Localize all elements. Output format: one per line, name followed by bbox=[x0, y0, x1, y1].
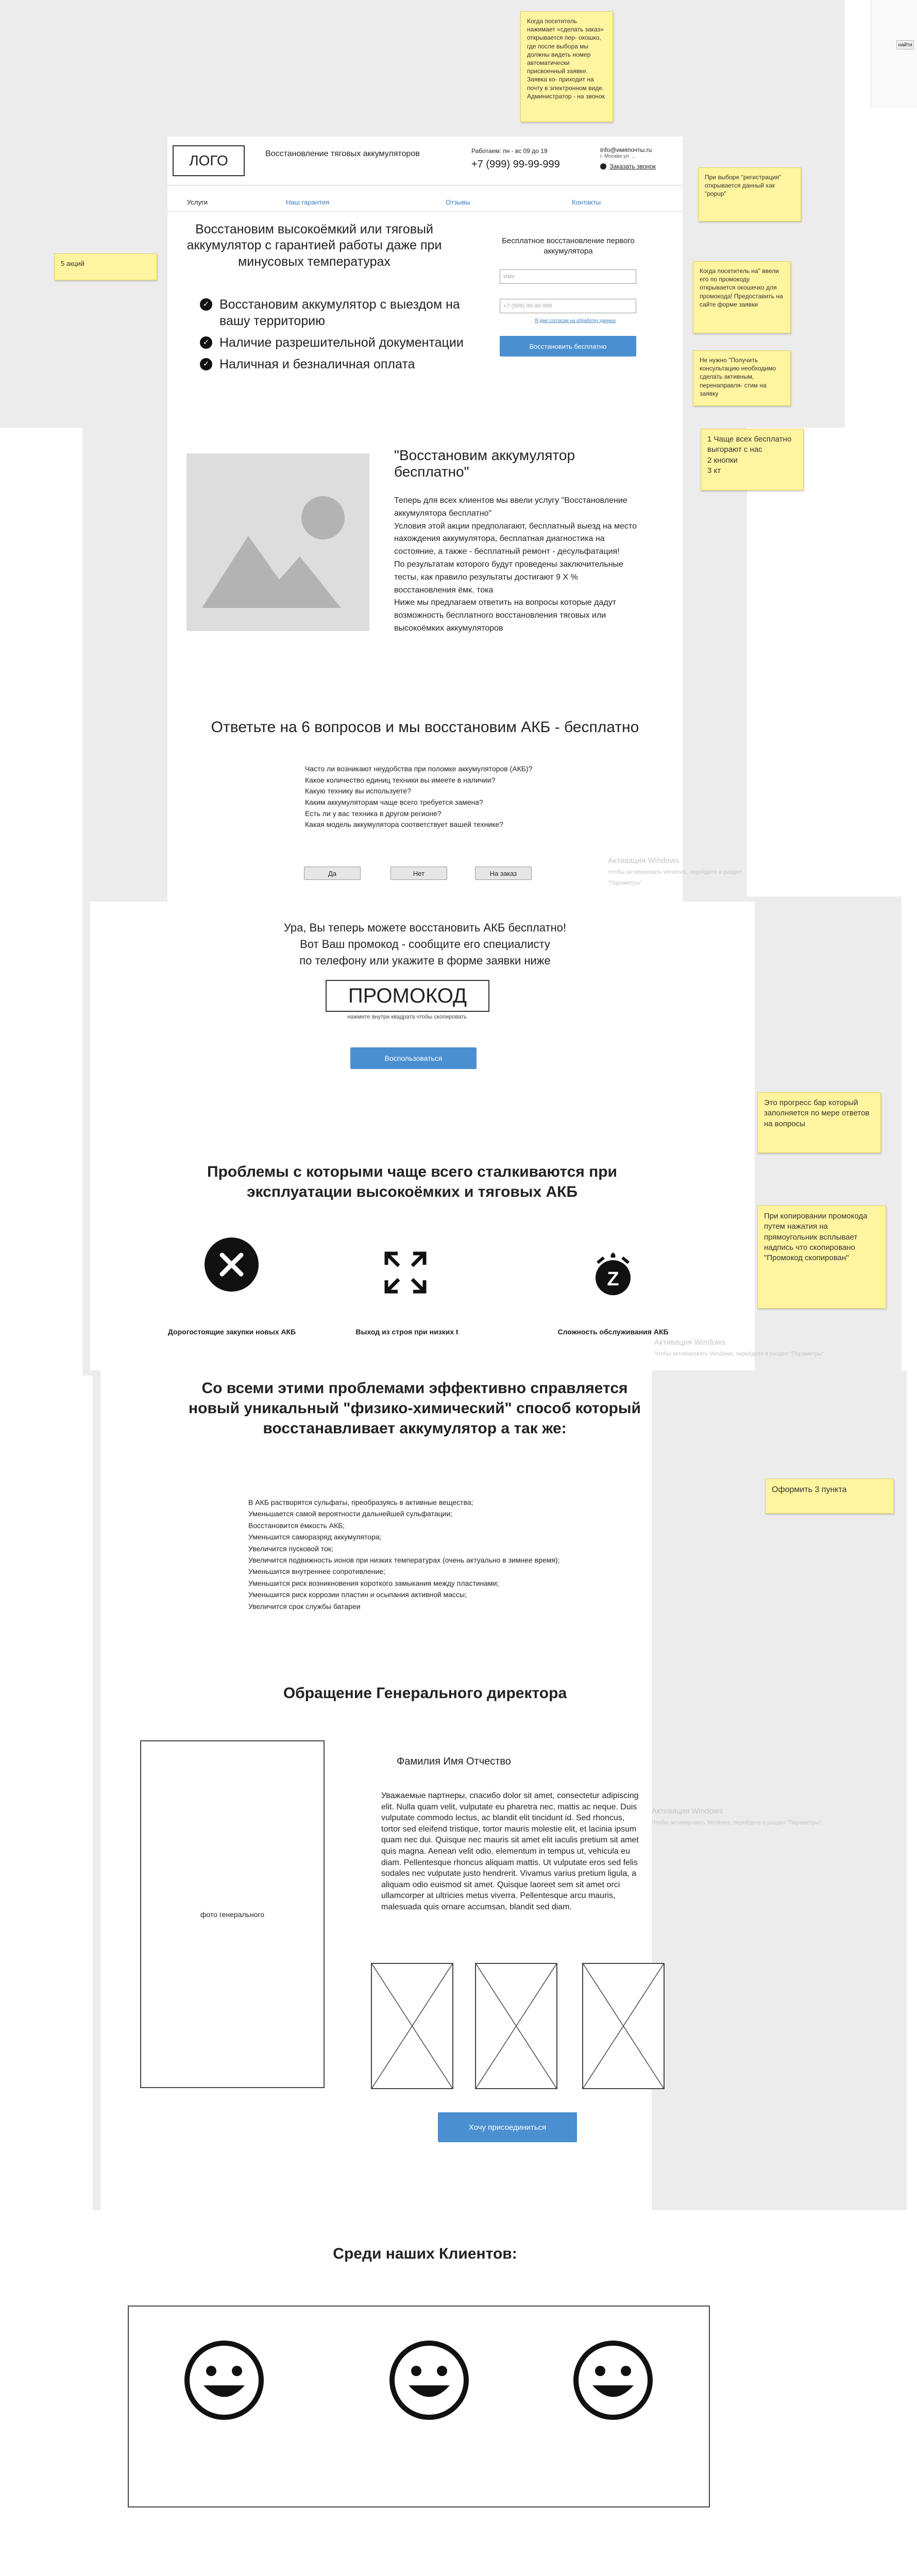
logo[interactable]: ЛОГО bbox=[173, 145, 245, 176]
promo-line-3: по телефону или укажите в форме заявки ниже bbox=[299, 954, 551, 967]
director-photo-placeholder bbox=[140, 1740, 325, 2088]
sticky-note-4: Когда посетитель на" ввели его по промокоду открывается окошечко для промокода! Предоставить на сайте форме заявки bbox=[693, 261, 791, 333]
lead-form-title: Бесплатное восстановление первого аккумулятора bbox=[502, 236, 635, 256]
join-button[interactable]: Хочу присоединиться bbox=[438, 2112, 577, 2142]
phone-icon bbox=[600, 163, 606, 170]
promo-line-1: Ура, Вы теперь можете восстановить АКБ бесплатно! bbox=[283, 921, 567, 934]
solution-item: В АКБ растворятся сульфаты, преобразуясь в активные вещества; bbox=[248, 1498, 473, 1506]
watermark-title: Активация Windows bbox=[652, 1807, 723, 1816]
director-title: Обращение Генерального директора bbox=[283, 1685, 567, 1702]
header-address: г. Москва ул. ... bbox=[600, 154, 636, 159]
solution-item: Уменьшится саморазряд аккумулятора; bbox=[248, 1533, 382, 1541]
quiz-question: Какая модель аккумулятора соответствует вашей технике? bbox=[305, 820, 503, 829]
page-panel-2 bbox=[90, 902, 755, 1370]
expand-arrows-icon bbox=[382, 1249, 429, 1296]
hero-bullet bbox=[200, 296, 478, 329]
activation-watermark-3 bbox=[652, 1806, 878, 1827]
hero-title: Восстановим высокоёмкий или тяговый аккумулятор с гарантией работы даже при минусовых температурах bbox=[186, 222, 442, 269]
quiz-question: Есть ли у вас техника в другом регионе? bbox=[305, 809, 441, 818]
quiz-yes-button[interactable]: Да bbox=[304, 867, 361, 880]
name-input[interactable]: Имя bbox=[500, 269, 636, 284]
problem-label: Дорогостоящие закупки новых АКБ bbox=[167, 1328, 296, 1336]
solution-item: Уменьшится риск коррозии пластин и осыпания активной массы; bbox=[248, 1590, 467, 1599]
quiz-question: Какое количество единиц техники вы имеете в наличии? bbox=[305, 775, 496, 784]
quiz-question: Часто ли возникают неудобства при поломке аккумуляторов (АКБ)? bbox=[305, 765, 533, 773]
hero-submit-button[interactable]: Восстановить бесплатно bbox=[500, 336, 636, 357]
sticky-note-3: 5 акций bbox=[54, 253, 157, 280]
nav-item-services[interactable]: Услуги bbox=[187, 198, 208, 206]
offer-title: "Восстановим аккумулятор бесплатно" bbox=[394, 447, 575, 480]
hero-bullet bbox=[200, 356, 478, 372]
sticky-note-8: При копировании промокода путем нажатия на прямоугольник всплывает надпись что скопировано "Промокод скопирован" bbox=[757, 1206, 886, 1309]
solution-item: Уменьшится внутреннее сопротивление; bbox=[248, 1567, 385, 1576]
top-search-button[interactable]: найти bbox=[896, 40, 914, 49]
watermark-sub: Чтобы активировать Windows, перейдите в раздел "Параметры". bbox=[652, 1820, 823, 1826]
solution-item: Уменьшится риск возникновения короткого замыкания между пластинами; bbox=[248, 1579, 499, 1587]
quiz-question: Каким аккумуляторам чаще всего требуется замена? bbox=[305, 798, 483, 807]
director-name: Фамилия Имя Отчество bbox=[397, 1756, 511, 1767]
header-email[interactable]: info@имяпочты.ru bbox=[600, 146, 652, 154]
director-photo-label: фото генерального bbox=[200, 1910, 265, 1919]
edge-strip bbox=[871, 0, 917, 108]
problems-title: Проблемы с которыми чаще всего сталкиваются при эксплуатации высокоёмких и тяговых АКБ bbox=[207, 1163, 617, 1200]
nav-item-guarantee[interactable]: Наш гарантия bbox=[286, 198, 330, 206]
check-icon: ✓ bbox=[200, 336, 212, 349]
sticky-note-6: 1 Чаще всех бесплатно выгорают с нас 2 кнопки 3 кт bbox=[701, 429, 804, 490]
quiz-questions bbox=[305, 764, 563, 831]
nav-item-reviews[interactable]: Отзывы bbox=[446, 198, 470, 206]
solution-item: Увеличится подвижность ионов при низких температурах (очень актуально в зимнее время); bbox=[248, 1555, 560, 1564]
site-header bbox=[167, 138, 683, 185]
header-schedule: Работаем: пн - вс 09 до 19 bbox=[471, 147, 548, 155]
problem-label: Выход из строя при низких t bbox=[355, 1328, 458, 1336]
hero-bullets bbox=[200, 296, 478, 378]
quiz-back-button[interactable]: На заказ bbox=[475, 867, 532, 880]
solution-item: Восстановится ёмкость АКБ; bbox=[248, 1521, 345, 1530]
promo-line-2: Вот Ваш промокод - сообщите его специалисту bbox=[300, 938, 550, 951]
clients-title: Среди наших Клиентов: bbox=[333, 2245, 517, 2262]
cross-icon bbox=[205, 1238, 259, 1292]
gallery-image-placeholder bbox=[371, 1963, 453, 2089]
gallery-image-placeholder bbox=[582, 1963, 665, 2089]
quiz-title: Ответьте на 6 вопросов и мы восстановим АКБ - бесплатно bbox=[211, 719, 639, 736]
main-nav bbox=[167, 193, 683, 212]
check-icon: ✓ bbox=[200, 358, 212, 370]
solution-item: Уменьшается самой вероятности дальнейшей сульфатации; bbox=[248, 1510, 453, 1518]
solution-list bbox=[248, 1497, 660, 1612]
promo-use-button[interactable]: Воспользоваться bbox=[350, 1047, 477, 1069]
watermark-title: Активация Windows bbox=[608, 856, 680, 865]
hero-bullet-text: Наличная и безналичная оплата bbox=[219, 357, 415, 371]
sticky-note-2: При выборе "регистрация" открывается данный как "popup" bbox=[698, 167, 801, 222]
sticky-note-1: Когда посетитель нажимает «сделать заказ» открывается пер- окошко, где после выбора мы должны видеть номер автоматически присвоенный заявке. Заявка ко- приходит на почту в электронном виде. Администратор - на звонок bbox=[520, 11, 613, 122]
callback-label: Заказать звонок bbox=[609, 163, 656, 170]
watermark-title: Активация Windows bbox=[654, 1338, 726, 1347]
watermark-sub: Чтобы активировать Windows, перейдите в раздел "Параметры". bbox=[654, 1351, 826, 1357]
promo-code-box[interactable]: ПРОМОКОД bbox=[326, 980, 489, 1012]
activation-watermark-1 bbox=[608, 855, 742, 888]
activation-watermark-2 bbox=[654, 1337, 881, 1359]
callback-link[interactable] bbox=[600, 163, 656, 170]
quiz-question: Какую технику вы используете? bbox=[305, 787, 412, 795]
problem-label: Сложность обслуживания АКБ bbox=[557, 1328, 669, 1336]
image-placeholder-icon bbox=[186, 453, 369, 631]
hero-bullet bbox=[200, 334, 478, 351]
offer-image-placeholder bbox=[186, 453, 369, 631]
sticky-note-5: Не нужно "Получить консультацию необходимо сделать активным, перенаправля- стим на заявку bbox=[693, 350, 791, 406]
header-tagline: Восстановление тяговых аккумуляторов bbox=[265, 149, 420, 158]
header-phone[interactable]: +7 (999) 99-99-999 bbox=[471, 159, 560, 170]
svg-text:Z: Z bbox=[607, 1268, 619, 1290]
solution-item: Увеличится пусковой ток; bbox=[248, 1544, 333, 1553]
smiley-icon bbox=[183, 2339, 265, 2421]
solution-item: Увеличится срок службы батареи bbox=[248, 1602, 361, 1611]
offer-text: Теперь для всех клиентов мы ввели услугу "Восстановление аккумулятора бесплатно" Условия этой акции предполагают, бесплатный выезд на место нахождения аккумулятора, бесплатная диагностика на состояние, а также - бесплатный ремонт - десульфатация! По результатам которого будут проведены заключительные тесты, как правило результаты достигают 9 Х % восстановления ёмк. тока Ниже мы предлагаем ответить на вопросы которые дадут возможность бесплатного восстановления тяговых или высокоёмких аккумуляторов bbox=[394, 496, 637, 633]
sticky-note-7: Это прогресс бар который заполняется по мере ответов на вопросы bbox=[757, 1092, 881, 1153]
solution-title: Со всеми этими проблемами эффективно справляется новый уникальный "физико-химический" способ который восстанавливает аккумулятор а так же: bbox=[189, 1380, 641, 1437]
director-text: Уважаемые партнеры, спасибо dolor sit amet, consectetur adipiscing elit. Nulla quam velit, vulputate eu pharetra nec, mattis ac neque. Duis vulputate commodo lectus, ac blandit elit tincidunt id. Sed rhoncus, tortor sed eleifend tristique, tortor mauris molestie elit, et lacinia ipsum quam nec dui. Quisque nec mauris sit amet elit iaculis pretium sit amet quis magna. Aenean velit odio, elementum in tempus ut, vehicula eu diam. Pellentesque rhoncus aliquam mattis. Ut vulputate eros sed felis sodales nec vulputate justo hendrerit. Vivamus varius pretium ligula, a aliquam odio euismod sit amet. Quisque laoreet sem sit amet orci ullamcorper at ultricies metus viverra. Pellentesque arcu mauris, malesuada quis ornare accumsan, blandit sed diam. bbox=[381, 1791, 639, 1911]
consent-link[interactable]: Я даю согласие на обработку данных bbox=[535, 318, 616, 323]
gallery-image-placeholder bbox=[475, 1963, 557, 2089]
sticky-note-9: Оформить 3 пункта bbox=[765, 1479, 894, 1514]
promo-hint: нажмите внутри квадрата чтобы скопировать bbox=[347, 1014, 467, 1020]
smiley-icon bbox=[572, 2339, 654, 2421]
phone-input[interactable]: +7 (999) 99-99-999 bbox=[500, 299, 636, 313]
smiley-icon bbox=[388, 2339, 470, 2421]
hero-bullet-text: Наличие разрешительной документации bbox=[219, 335, 464, 350]
check-icon: ✓ bbox=[200, 298, 212, 311]
quiz-no-button[interactable]: Нет bbox=[390, 867, 447, 880]
hero-bullet-text: Восстановим аккумулятор с выездом на вашу территорию bbox=[219, 297, 460, 328]
sleep-timer-icon bbox=[592, 1249, 634, 1298]
nav-item-contacts[interactable]: Контакты bbox=[572, 198, 601, 206]
watermark-sub: Чтобы активировать Windows, перейдите в раздел "Параметры". bbox=[608, 869, 742, 886]
